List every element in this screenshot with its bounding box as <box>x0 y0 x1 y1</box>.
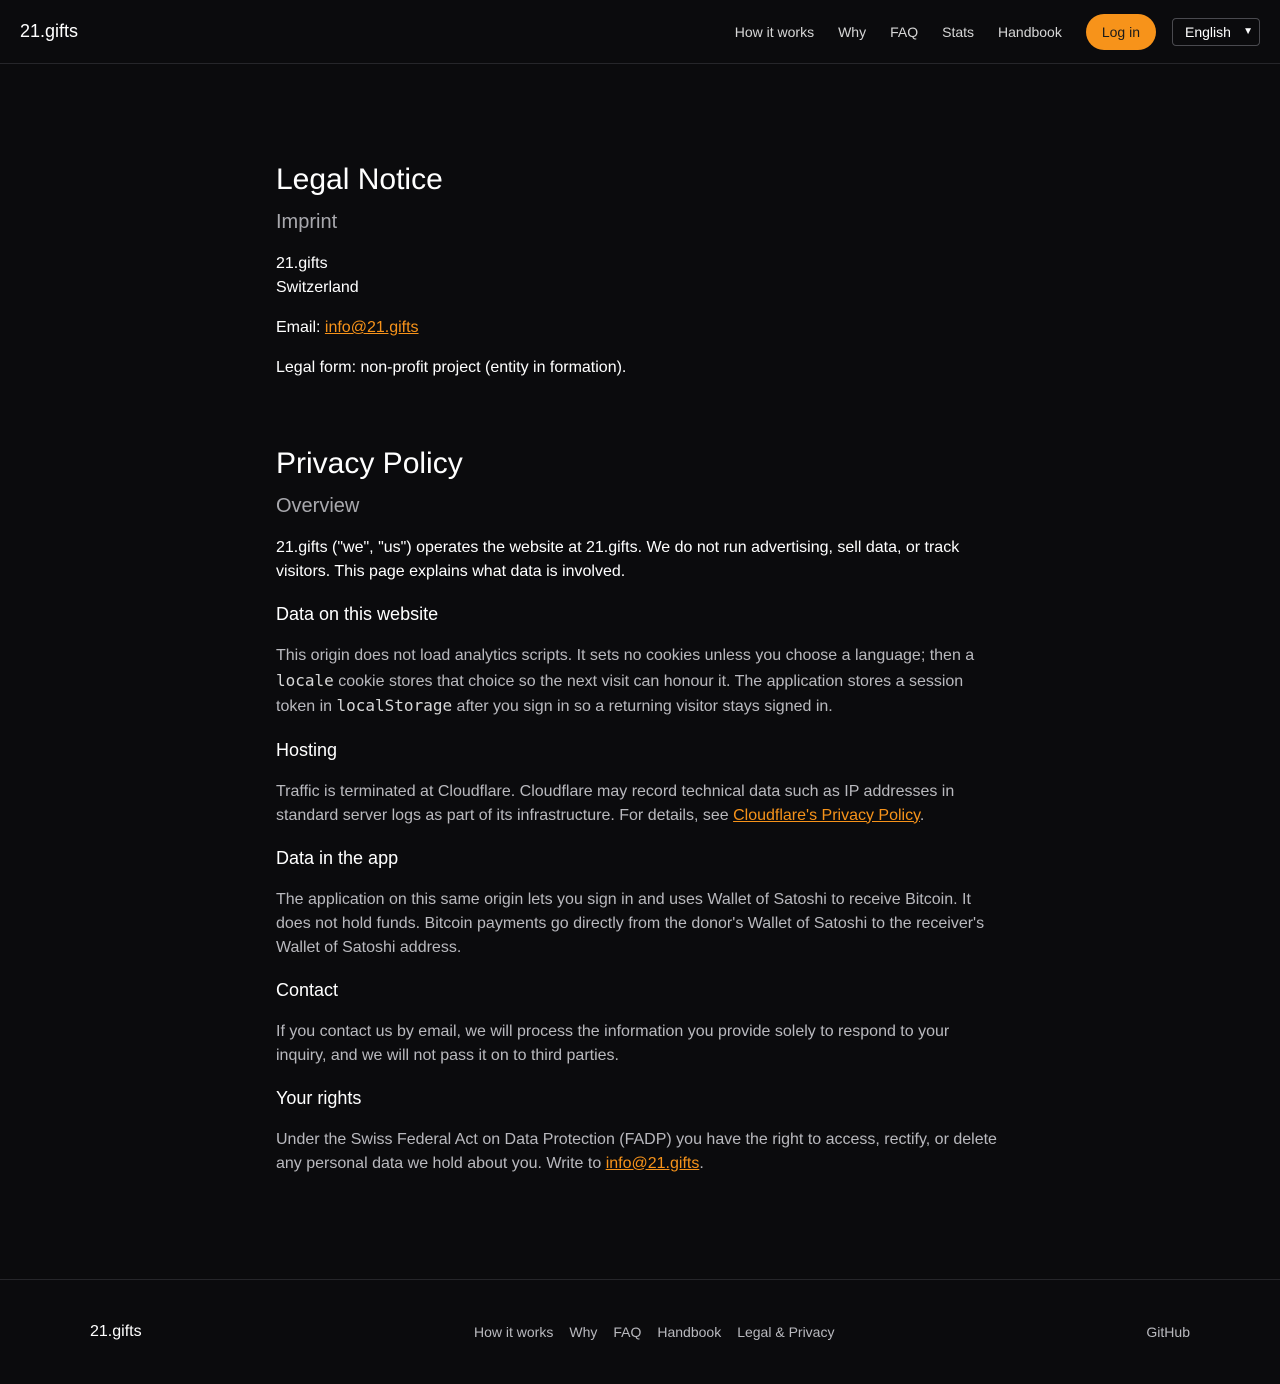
data-website-heading: Data on this website <box>276 604 439 624</box>
data-app-text: The application on this same origin lets you sign in and uses Wallet of Satoshi to receive Bitcoin. It does not hold funds. Bitcoin payments go directly from the donor's Wallet of Satoshi to the receiver's Wallet of Satoshi address. <box>276 890 985 956</box>
contact-text: If you contact us by email, we will process the information you provide solely to respond to your inquiry, and we will not pass it on to third parties. <box>276 1022 950 1064</box>
footer-github-link[interactable]: GitHub <box>1146 1324 1190 1340</box>
nav-stats[interactable]: Stats <box>942 23 975 40</box>
locale-code: locale <box>276 670 334 690</box>
contact-heading: Contact <box>276 979 339 1000</box>
footer-nav <box>474 1324 850 1340</box>
rights-text: Under the Swiss Federal Act on Data Protection (FADP) you have the right to access, rectify, or delete any personal data we hold about you. Write to info@21.gifts. <box>276 1130 997 1172</box>
footer <box>0 1279 1280 1384</box>
email-link[interactable]: info@21.gifts <box>324 319 419 336</box>
footer-link-handbook[interactable]: Handbook <box>657 1324 722 1340</box>
address-country: Switzerland <box>276 279 359 296</box>
overview-heading: Overview <box>276 495 360 517</box>
overview-text: 21.gifts ("we", "us") operates the website at 21.gifts. We do not run advertising, sell data, or track visitors. This page explains what data is involved. <box>276 539 960 580</box>
nav-how-it-works[interactable]: How it works <box>734 23 815 40</box>
rights-heading: Your rights <box>276 1087 362 1108</box>
login-button[interactable]: Log in <box>1086 14 1156 50</box>
brand-logo[interactable]: 21.gifts <box>20 21 79 41</box>
email-line <box>276 316 1004 340</box>
language-select[interactable] <box>1172 18 1260 46</box>
footer-brand[interactable]: 21.gifts <box>90 1323 142 1340</box>
nav-faq[interactable]: FAQ <box>890 23 919 40</box>
main-nav <box>735 24 1062 40</box>
top-bar <box>0 0 1280 64</box>
legal-form: Legal form: non-profit project (entity in formation). <box>276 359 627 376</box>
chevron-down-icon: ▼ <box>1243 26 1253 37</box>
hosting-heading: Hosting <box>276 739 338 760</box>
data-website-text: This origin does not load analytics scripts. It sets no cookies unless you choose a language; then a locale cookie stores that choice so the next visit can honour it. The application stores a session token in localStorage after you sign in so a returning visitor stays signed in. <box>276 647 975 715</box>
footer-link-legal-privacy[interactable]: Legal & Privacy <box>737 1324 835 1340</box>
data-app-heading: Data in the app <box>276 847 399 868</box>
imprint-heading: Imprint <box>276 211 338 233</box>
hosting-text: Traffic is terminated at Cloudflare. Cloudflare may record technical data such as IP addresses in standard server logs as part of its infrastructure. For details, see Cloudflare's Privacy Policy. <box>276 782 955 824</box>
email-label: Email: <box>276 319 321 336</box>
language-value: English <box>1185 23 1231 40</box>
address-name: 21.gifts <box>276 255 328 272</box>
footer-link-why[interactable]: Why <box>569 1324 598 1340</box>
nav-why[interactable]: Why <box>838 23 867 40</box>
main-content <box>276 64 1004 1176</box>
footer-link-how-it-works[interactable]: How it works <box>474 1324 554 1340</box>
cloudflare-privacy-link[interactable]: Cloudflare's Privacy Policy <box>733 806 920 824</box>
nav-handbook[interactable]: Handbook <box>998 23 1062 40</box>
legal-notice-title: Legal Notice <box>276 163 443 196</box>
localstorage-code: localStorage <box>336 696 453 715</box>
privacy-policy-title: Privacy Policy <box>276 447 463 480</box>
rights-email-link[interactable]: info@21.gifts <box>605 1154 700 1172</box>
footer-link-faq[interactable]: FAQ <box>613 1324 642 1340</box>
